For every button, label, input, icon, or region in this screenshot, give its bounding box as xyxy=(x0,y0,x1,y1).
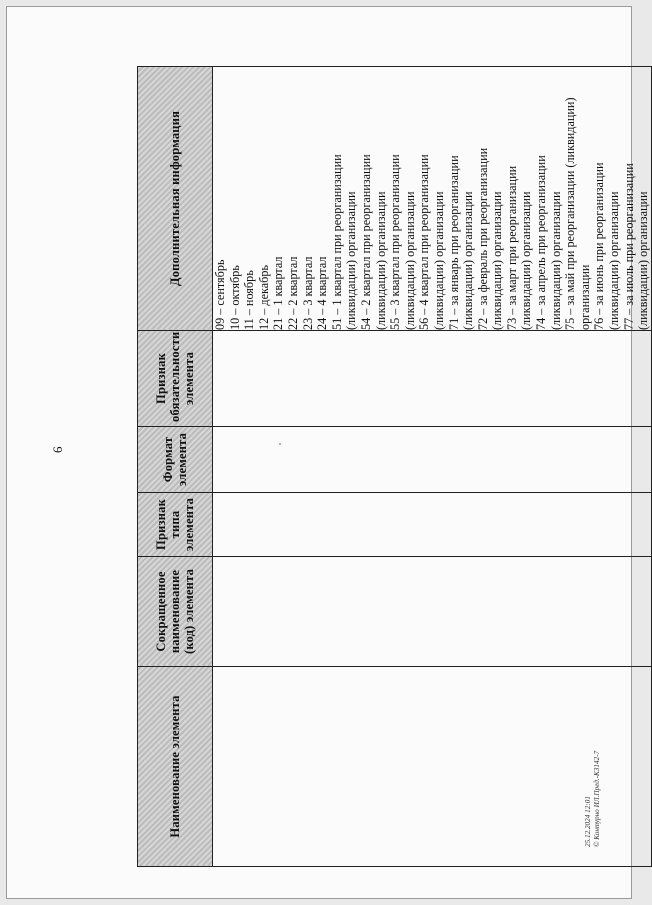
header-element-type: Признак типа элемента xyxy=(138,493,213,557)
info-line: 09 – сентябрь xyxy=(213,259,227,330)
info-line: 54 – 2 квартал при реорганизации xyxy=(358,154,373,330)
info-line: (ликвидации) организации xyxy=(373,191,388,330)
stamp-line: 25.12.2024 12:01 xyxy=(584,796,592,847)
scan-speck xyxy=(279,443,281,445)
cell-element-code xyxy=(213,557,652,667)
info-line: организации xyxy=(577,264,592,330)
info-line: 76 – за июнь при реорганизации xyxy=(592,162,607,330)
header-element-required: Признак обязательности элемента xyxy=(138,331,213,427)
document-page xyxy=(6,6,651,899)
signature-stamp xyxy=(584,707,614,847)
header-additional-info: Дополнительная информация xyxy=(138,67,213,331)
stamp-line: © Контурно ИЛ.Пред.-К3142-7 xyxy=(592,750,601,847)
header-element-name: Наименование элемента xyxy=(138,667,213,867)
info-line: (ликвидации) организации xyxy=(519,191,534,330)
info-line: 55 – 3 квартал при реорганизации xyxy=(388,154,403,330)
info-line: (ликвидации) организации xyxy=(344,191,359,330)
info-line: (ликвидации) организации xyxy=(402,191,417,330)
info-line: 21 – 1 квартал xyxy=(271,256,286,330)
info-line: 10 – октябрь xyxy=(227,265,242,330)
info-line: 73 – за март при реорганизации xyxy=(504,165,519,330)
cell-element-type xyxy=(213,493,652,557)
info-line: 22 – 2 квартал xyxy=(285,256,300,330)
info-line: (ликвидации) организации xyxy=(607,191,622,330)
info-line: 74 – за апрель при реорганизации xyxy=(534,155,549,330)
info-line: (ликвидации) организации xyxy=(461,191,476,330)
stamp-text xyxy=(584,707,601,847)
info-line: 12 – декабрь xyxy=(256,265,271,330)
info-line: 56 – 4 квартал при реорганизации xyxy=(417,154,432,330)
info-line: (ликвидации) организации xyxy=(490,191,505,330)
cell-element-required xyxy=(213,331,652,427)
cell-additional-info xyxy=(213,67,652,331)
info-line: (ликвидации) организации xyxy=(636,191,651,330)
info-line: 77 – за июль при реорганизации xyxy=(621,163,636,330)
info-line: 11 – ноябрь xyxy=(242,270,257,330)
cell-element-format xyxy=(213,427,652,493)
table-header-row xyxy=(138,67,213,867)
header-element-format: Формат элемента xyxy=(138,427,213,493)
info-line: 72 – за февраль при реорганизации xyxy=(475,147,490,330)
elements-table xyxy=(137,66,652,867)
page-number-container xyxy=(51,439,67,455)
info-line: (ликвидации) организации xyxy=(548,191,563,330)
info-line: 23 – 3 квартал xyxy=(300,256,315,330)
info-line: 51 – 1 квартал при реорганизации xyxy=(329,154,344,330)
page-number: 6 xyxy=(50,446,65,453)
info-line: 24 – 4 квартал xyxy=(315,256,330,330)
info-line: 75 – за май при реорганизации (ликвидации) xyxy=(563,97,578,330)
header-element-code: Сокращенное наименование (код) элемента xyxy=(138,557,213,667)
info-line: 71 – за январь при реорганизации xyxy=(446,155,461,330)
info-line: (ликвидации) организации xyxy=(431,191,446,330)
